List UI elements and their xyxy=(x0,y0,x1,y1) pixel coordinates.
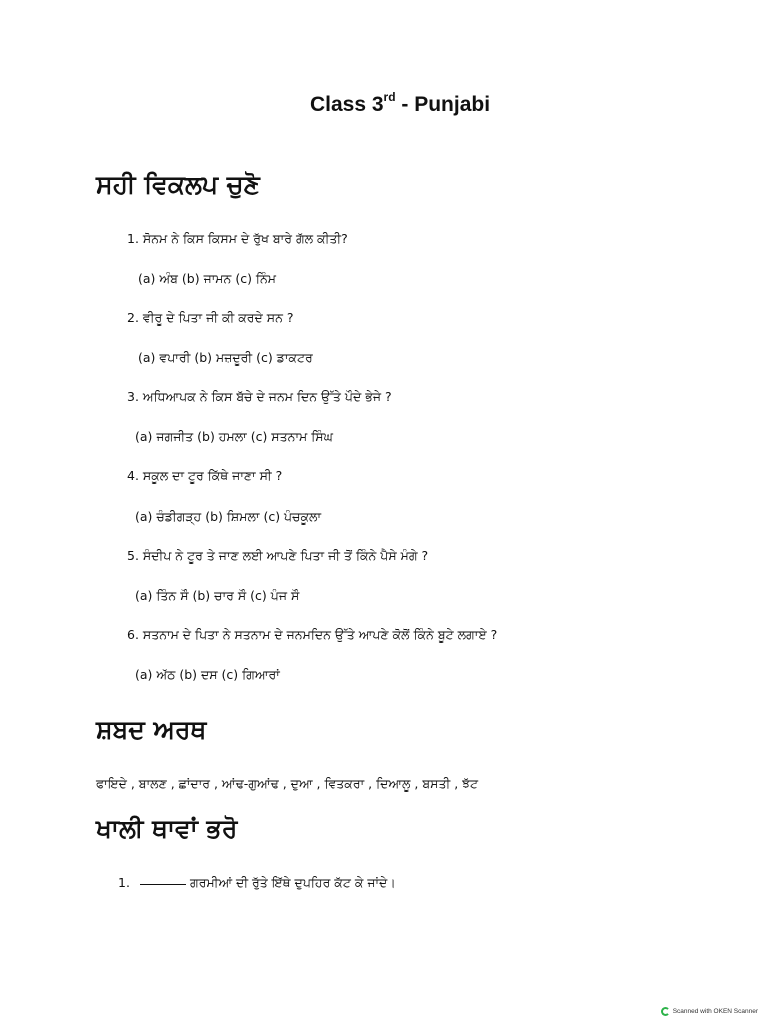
watermark-text: Scanned with OKEN Scanner xyxy=(672,1008,758,1015)
title-superscript: rd xyxy=(383,90,396,104)
question-1: 1. ਸੋਨਮ ਨੇ ਕਿਸ ਕਿਸਮ ਦੇ ਰੁੱਖ ਬਾਰੇ ਗੱਲ ਕੀਤੀ? xyxy=(127,231,348,246)
scanner-watermark xyxy=(661,1007,758,1016)
question-3: 3. ਅਧਿਆਪਕ ਨੇ ਕਿਸ ਬੱਚੇ ਦੇ ਜਨਮ ਦਿਨ ਉੱਤੇ ਪੌਦੇ ਭੇਜੇ ? xyxy=(127,389,392,404)
question-2: 2. ਵੀਰੂ ਦੇ ਪਿਤਾ ਜੀ ਕੀ ਕਰਦੇ ਸਨ ? xyxy=(127,310,294,325)
options-1: (a) ਅੰਬ (b) ਜਾਮਨ (c) ਨਿੰਮ xyxy=(138,271,276,286)
scanner-logo-icon xyxy=(661,1007,670,1016)
fill-blanks-heading: ਖਾਲੀ ਥਾਵਾਂ ਭਰੋ xyxy=(96,814,238,843)
page-title xyxy=(0,92,768,117)
options-3: (a) ਜਗਜੀਤ (b) ਹਮਲਾ (c) ਸਤਨਾਮ ਸਿੰਘ xyxy=(135,429,333,444)
fill-item-text: ਗਰਮੀਆਂ ਦੀ ਰੁੱਤੇ ਇੱਥੇ ਦੁਪਹਿਰ ਕੱਟ ਕੇ ਜਾਂਦੇ। xyxy=(190,875,396,890)
question-5: 5. ਸੰਦੀਪ ਨੇ ਟੂਰ ਤੇ ਜਾਣ ਲਈ ਆਪਣੇ ਪਿਤਾ ਜੀ ਤੋਂ ਕਿੰਨੇ ਪੈਸੇ ਮੰਗੇ ? xyxy=(127,548,429,563)
title-rest: - Punjabi xyxy=(395,93,491,116)
question-6: 6. ਸਤਨਾਮ ਦੇ ਪਿਤਾ ਨੇ ਸਤਨਾਮ ਦੇ ਜਨਮਦਿਨ ਉੱਤੇ ਆਪਣੇ ਕੋਲੋਂ ਕਿੰਨੇ ਬੂਟੇ ਲਗਾਏ ? xyxy=(127,627,498,642)
options-4: (a) ਚੰਡੀਗੜ੍ਹ (b) ਸ਼ਿਮਲਾ (c) ਪੰਚਕੂਲਾ xyxy=(135,509,322,524)
mcq-heading: ਸਹੀ ਵਿਕਲਪ ਚੁਣੋ xyxy=(96,170,260,199)
word-list: ਫਾਇਦੇ , ਬਾਲਣ , ਛਾਂਦਾਰ , ਆਂਢ-ਗੁਆਂਢ , ਦੁਆ , ਵਿਤਕਰਾ , ਦਿਆਲੂ , ਬਸਤੀ , ਝੱਟ xyxy=(96,776,479,791)
fill-item-1 xyxy=(118,875,396,891)
fill-item-number: 1. xyxy=(118,875,130,890)
word-meaning-heading: ਸ਼ਬਦ ਅਰਥ xyxy=(96,715,207,744)
options-2: (a) ਵਪਾਰੀ (b) ਮਜ਼ਦੂਰੀ (c) ਡਾਕਟਰ xyxy=(138,350,313,365)
blank-line xyxy=(140,884,186,885)
title-main: Class 3 xyxy=(309,93,384,116)
options-6: (a) ਅੱਠ (b) ਦਸ (c) ਗਿਆਰਾਂ xyxy=(135,667,280,682)
question-4: 4. ਸਕੂਲ ਦਾ ਟੂਰ ਕਿੱਥੇ ਜਾਣਾ ਸੀ ? xyxy=(127,468,283,483)
options-5: (a) ਤਿੰਨ ਸੌ (b) ਚਾਰ ਸੌ (c) ਪੰਜ ਸੌ xyxy=(135,588,300,603)
